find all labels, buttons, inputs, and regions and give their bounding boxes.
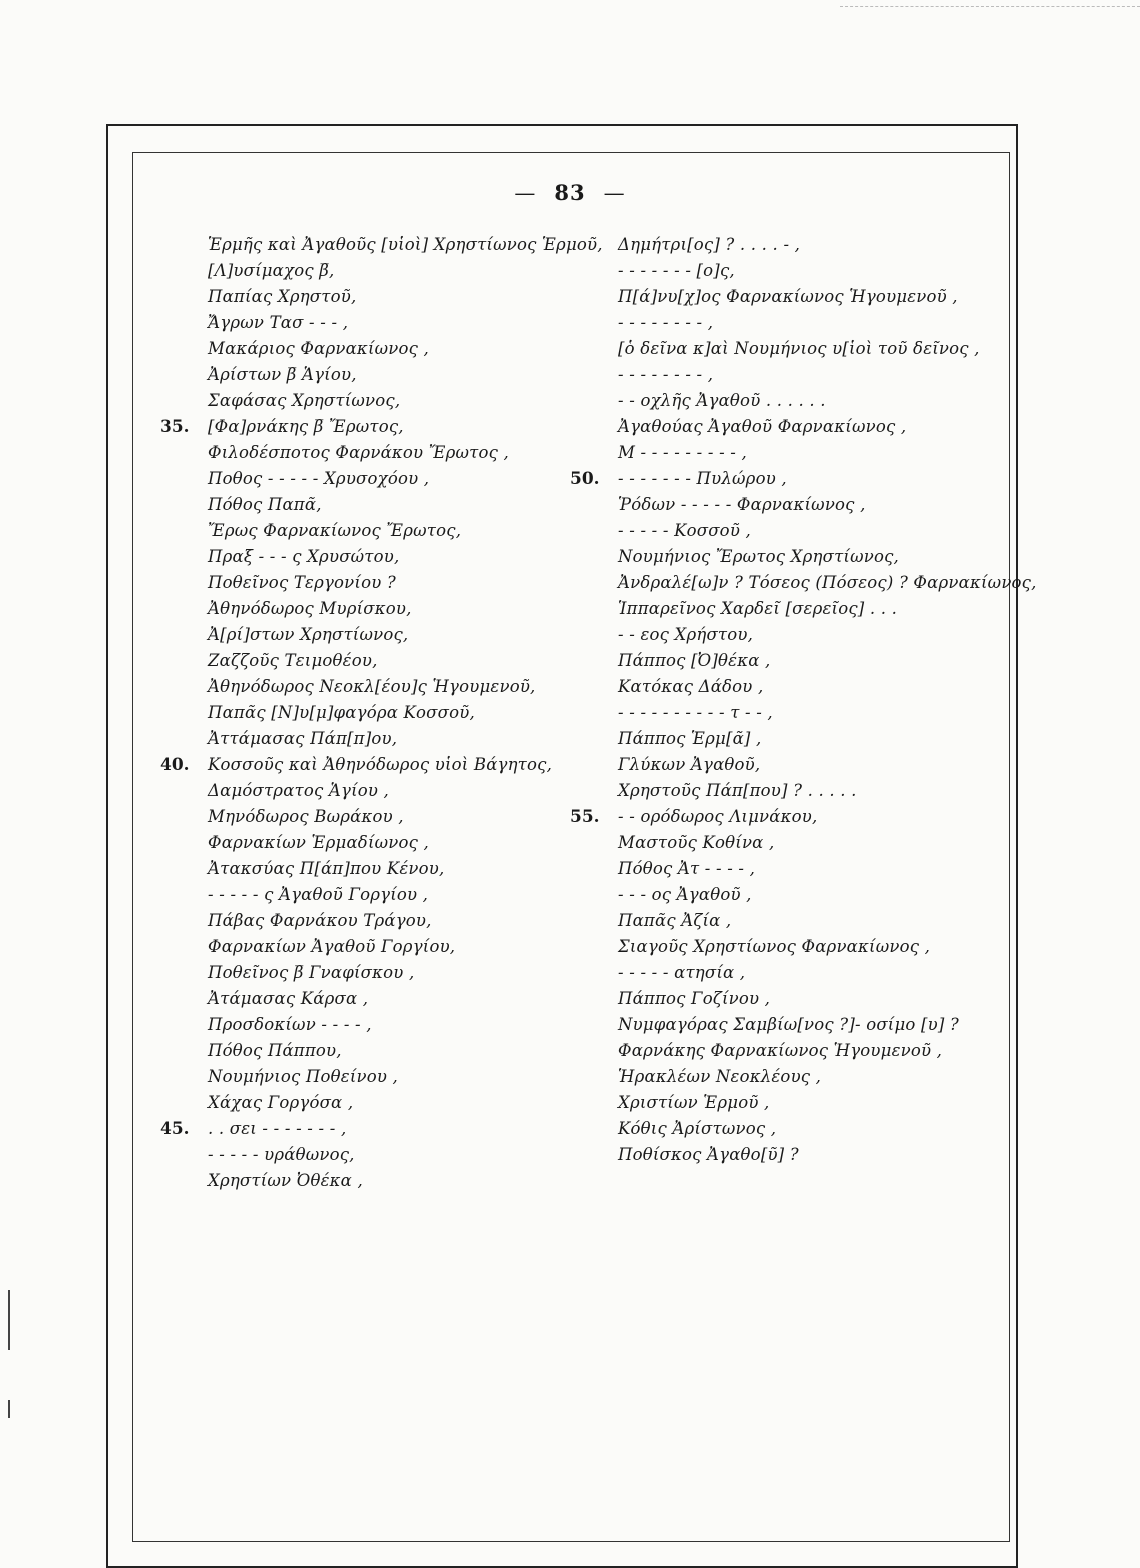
line-text: Πόθος Πάππου, <box>208 1041 342 1060</box>
inscription-line <box>570 1116 1000 1142</box>
inscription-line <box>570 362 1000 388</box>
line-text: Πάβας Φαρνάκου Τράγου, <box>208 911 432 930</box>
line-text: - - - - - - - - , <box>618 313 714 332</box>
inscription-line <box>160 882 560 908</box>
line-text: Παπᾶς Ἀζία , <box>618 911 732 930</box>
line-text: [Λ]υσίμαχος β̅, <box>208 261 335 280</box>
inscription-line <box>570 804 1000 830</box>
line-text: Πάππος Ἑρμ[ᾶ] , <box>618 729 762 748</box>
line-text: Κόθις Ἀρίστωνος , <box>618 1119 777 1138</box>
line-text: Ἀρίστων β̅ Ἁγίου, <box>208 365 357 384</box>
inscription-line <box>160 960 560 986</box>
line-text: Χρηστοῦς Πάπ[που] ? . . . . . <box>618 781 857 800</box>
inscription-line <box>570 570 1037 596</box>
page-number-dash-right: — <box>603 181 626 205</box>
inscription-line <box>570 856 1000 882</box>
line-text: - - - - - - - - - - τ - - , <box>618 703 773 722</box>
line-number: 35. <box>160 417 190 437</box>
line-text: Ἀθηνόδωρος Νεοκλ[έου]ς Ἡγουμενοῦ, <box>208 677 536 696</box>
inscription-line <box>570 414 1000 440</box>
inscription-line <box>160 544 560 570</box>
line-text: - - - - - - - [ο]ς, <box>618 261 735 280</box>
margin-mark <box>8 1290 10 1350</box>
line-text: Ἀ[ρί]στων Χρηστίωνος, <box>208 625 409 644</box>
line-text: Π[ά]νυ[χ]ος Φαρνακίωνος Ἡγουμενοῦ , <box>618 287 958 306</box>
inscription-line <box>570 1142 1000 1168</box>
line-text: Δημήτρι[ος] ? . . . . - , <box>618 235 801 254</box>
inscription-line <box>570 700 1000 726</box>
line-text: Ἀνδραλέ[ω]ν ? Τόσεος (Πόσεος) ? Φαρνακίωνος, <box>618 573 1037 592</box>
inscription-line <box>160 570 560 596</box>
inscription-line <box>570 440 1000 466</box>
inscription-line <box>160 986 560 1012</box>
line-text: Φιλοδέσποτος Φαρνάκου Ἔρωτος , <box>208 443 509 462</box>
line-text: - - - - - - - Πυλώρου , <box>618 469 787 488</box>
inscription-line <box>160 1090 560 1116</box>
line-text: - - - - - ς Ἀγαθοῦ Γοργίου , <box>208 885 429 904</box>
line-text: Ποθος - - - - - Χρυσοχόου , <box>208 469 430 488</box>
inscription-line <box>570 726 1000 752</box>
line-text: Πόθος Παπᾶ, <box>208 495 322 514</box>
line-text: Ποθεῖνος β̅ Γναφίσκου , <box>208 963 415 982</box>
inscription-line <box>160 414 560 440</box>
inscription-line <box>160 830 560 856</box>
inscription-line <box>570 1064 1000 1090</box>
inscription-line <box>570 934 1000 960</box>
line-text: - - οχλῆς Ἀγαθοῦ . . . . . . <box>618 391 826 410</box>
inscription-line <box>160 310 560 336</box>
line-text: Δαμόστρατος Ἁγίου , <box>208 781 389 800</box>
line-text: Πάππος Γοζίνου , <box>618 989 771 1008</box>
page-number-dash-left: — <box>514 181 537 205</box>
inscription-line <box>570 232 1000 258</box>
line-text: Χάχας Γοργόσα , <box>208 1093 354 1112</box>
line-text: Προσδοκίων - - - - , <box>208 1015 372 1034</box>
inscription-line <box>160 856 560 882</box>
inscription-line <box>160 596 560 622</box>
line-text: Νυμφαγόρας Σαμβίω[νος ?]- οσίμο [υ] ? <box>618 1015 959 1034</box>
line-text: Ζαζζοῦς Τειμοθέου, <box>208 651 378 670</box>
inscription-line <box>570 518 1000 544</box>
line-text: Μαστοῦς Κοθίνα , <box>618 833 775 852</box>
inscription-line <box>160 804 560 830</box>
line-text: Χρηστίων Ὀθέκα , <box>208 1171 363 1190</box>
inscription-line <box>160 934 560 960</box>
line-text: - - - ος Ἀγαθοῦ , <box>618 885 752 904</box>
line-text: Κοσσοῦς καὶ Ἀθηνόδωρος υἱοὶ Βάγητος, <box>208 755 553 774</box>
inscription-line <box>160 778 560 804</box>
inscription-line <box>160 336 560 362</box>
top-edge-rule <box>840 6 1140 7</box>
line-text: - - - - - ατησία , <box>618 963 746 982</box>
line-text: - - - - - Κοσσοῦ , <box>618 521 751 540</box>
inscription-line <box>160 1168 560 1194</box>
line-text: Νουμήνιος Ἔρωτος Χρηστίωνος, <box>618 547 899 566</box>
line-text: Κατόκας Δάδου , <box>618 677 764 696</box>
line-text: Σαφάσας Χρηστίωνος, <box>208 391 401 410</box>
line-text: Πάππος [Ὀ]θέκα , <box>618 651 771 670</box>
inscription-line <box>160 388 560 414</box>
right-column <box>570 232 1037 1168</box>
line-text: Ποθεῖνος Τεργονίου ? <box>208 573 396 592</box>
inscription-line <box>160 908 560 934</box>
inscription-line <box>160 1116 560 1142</box>
inscription-line <box>570 310 1000 336</box>
line-text: [ὁ δεῖνα κ]αὶ Νουμήνιος υ[ἱοὶ τοῦ δεῖνος , <box>618 339 980 358</box>
line-text: Πόθος Ἀτ - - - - , <box>618 859 756 878</box>
line-text: Φαρνακίων Ἑρμαδίωνος , <box>208 833 429 852</box>
inscription-line <box>570 752 1000 778</box>
inscription-line <box>160 752 560 778</box>
line-text: Μακάριος Φαρνακίωνος , <box>208 339 429 358</box>
margin-mark <box>8 1400 10 1418</box>
inscription-line <box>570 830 1000 856</box>
line-text: Σιαγοῦς Χρηστίωνος Φαρνακίωνος , <box>618 937 931 956</box>
inscription-line <box>570 960 1000 986</box>
line-number: 50. <box>570 469 600 489</box>
inscription-line <box>160 518 560 544</box>
inscription-line <box>570 1038 1000 1064</box>
inscription-line <box>160 232 603 258</box>
inscription-line <box>570 648 1000 674</box>
inscription-line <box>160 492 560 518</box>
line-text: Ἡρακλέων Νεοκλέους , <box>618 1067 822 1086</box>
page-number-header <box>0 180 1140 205</box>
inscription-line <box>160 284 560 310</box>
inscription-line <box>160 726 560 752</box>
inscription-line <box>570 466 1000 492</box>
line-text: Γλύκων Ἀγαθοῦ, <box>618 755 761 774</box>
inscription-line <box>570 674 1000 700</box>
inscription-line <box>570 596 1000 622</box>
page-number: 83 <box>554 180 586 205</box>
line-text: Ποθίσκος Ἀγαθο[ῦ] ? <box>618 1145 799 1164</box>
inscription-line <box>570 908 1000 934</box>
line-text: Ἀγαθούας Ἀγαθοῦ Φαρνακίωνος , <box>618 417 907 436</box>
line-text: Φαρνακίων Ἀγαθοῦ Γοργίου, <box>208 937 456 956</box>
inscription-line <box>160 622 560 648</box>
line-number: 55. <box>570 807 600 827</box>
inscription-line <box>570 622 1000 648</box>
inscription-line <box>160 1064 560 1090</box>
line-text: - - ορόδωρος Λιμνάκου, <box>618 807 818 826</box>
line-text: Παπᾶς [Ν]υ[μ]φαγόρα Κοσσοῦ, <box>208 703 475 722</box>
inscription-line <box>570 986 1000 1012</box>
line-text: Ἔρως Φαρνακίωνος Ἔρωτος, <box>208 521 462 540</box>
line-text: Ἀττάμασας Πάπ[π]ου, <box>208 729 398 748</box>
inscription-line <box>160 466 560 492</box>
inscription-line <box>160 648 560 674</box>
line-text: Ἑρμῆς καὶ Ἀγαθοῦς [υἱοὶ] Χρηστίωνος Ἑρμοῦ, <box>208 235 603 254</box>
line-text: - - εος Χρήστου, <box>618 625 754 644</box>
line-number: 40. <box>160 755 190 775</box>
inscription-line <box>160 1012 560 1038</box>
line-text: . . σει - - - - - - - , <box>208 1119 347 1138</box>
inscription-line <box>570 1090 1000 1116</box>
line-text: Μ - - - - - - - - - , <box>618 443 747 462</box>
inscription-line <box>570 492 1000 518</box>
inscription-line <box>570 882 1000 908</box>
inscription-line <box>160 1038 560 1064</box>
inscription-line <box>570 336 1000 362</box>
line-text: Μηνόδωρος Βωράκου , <box>208 807 404 826</box>
line-text: - - - - - - - - , <box>618 365 714 384</box>
inscription-line <box>570 388 1000 414</box>
line-text: Ἀτάμασας Κάρσα , <box>208 989 369 1008</box>
inscription-line <box>160 258 560 284</box>
inscription-line <box>570 778 1000 804</box>
line-text: Ἄγρων Τασ - - - , <box>208 313 349 332</box>
line-text: Ἀτακσύας Π[άπ]που Κένου, <box>208 859 445 878</box>
line-text: Ῥόδων - - - - - Φαρνακίωνος , <box>618 495 866 514</box>
inscription-line <box>160 362 560 388</box>
inscription-line <box>570 284 1000 310</box>
line-text: Ἱππαρεῖνος Χαρδεῖ [σερεῖος] . . . <box>618 599 898 618</box>
line-text: Παπίας Χρηστοῦ, <box>208 287 357 306</box>
line-text: Ἀθηνόδωρος Μυρίσκου, <box>208 599 412 618</box>
line-text: Φαρνάκης Φαρνακίωνος Ἡγουμενοῦ , <box>618 1041 943 1060</box>
inscription-line <box>160 440 560 466</box>
inscription-line <box>160 700 560 726</box>
line-number: 45. <box>160 1119 190 1139</box>
inscription-line <box>160 1142 560 1168</box>
inscription-line <box>570 258 1000 284</box>
line-text: Πραξ - - - ς Χρυσώτου, <box>208 547 400 566</box>
inscription-line <box>570 544 1000 570</box>
inscription-line <box>160 674 560 700</box>
line-text: Νουμήνιος Ποθείνου , <box>208 1067 398 1086</box>
inscription-line <box>570 1012 1000 1038</box>
line-text: - - - - - υράθωνος, <box>208 1145 355 1164</box>
line-text: Χριστίων Ἑρμοῦ , <box>618 1093 770 1112</box>
line-text: [Φα]ρνάκης β̅ Ἔρωτος, <box>208 417 404 436</box>
